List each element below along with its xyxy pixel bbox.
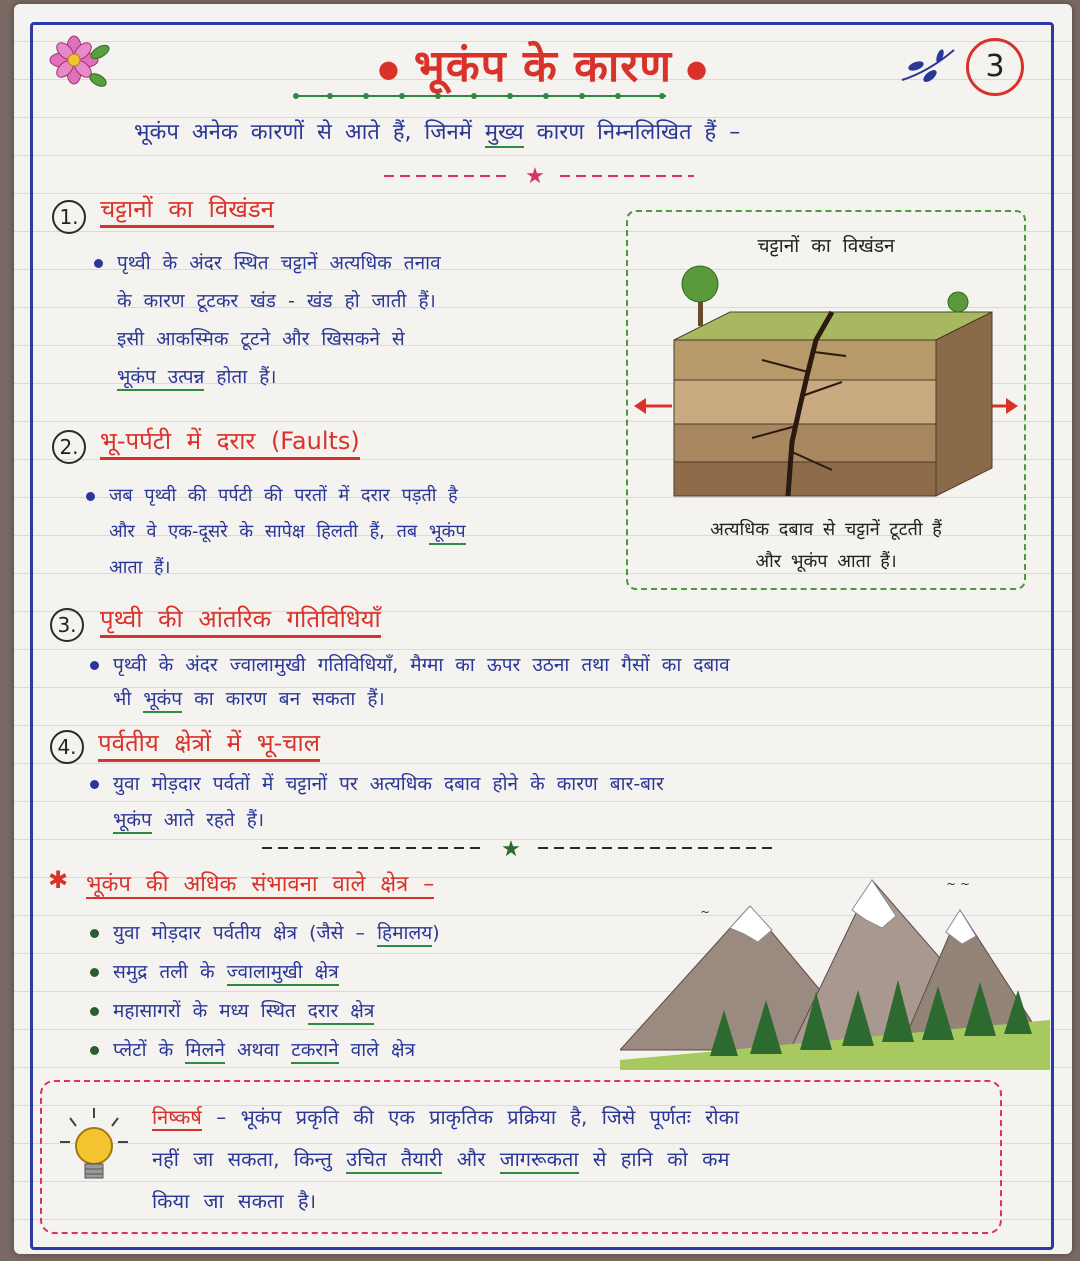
conclusion-text: निष्कर्ष – भूकंप प्रकृति की एक प्राकृतिक प्रक्रिया है, जिसे पूर्णतः रोका नहीं जा सकता, किन्तु उचित तैयारी और जागरूकता से हानि को कम किया जा सकता है। — [152, 1105, 740, 1213]
bullet-icon — [90, 1046, 99, 1055]
svg-text:★: ★ — [501, 837, 521, 860]
zones-heading: भूकंप की अधिक संभावना वाले क्षेत्र – — [86, 872, 435, 897]
page-title: ● भूकंप के कारण ● — [377, 41, 709, 92]
section-1-number: 1. — [52, 200, 86, 234]
diagram-caption: अत्यधिक दबाव से चट्टानें टूटती हैं और भूकंप आता हैं। — [710, 519, 942, 572]
zone-item: महासागरों के मध्य स्थित दरार क्षेत्र — [90, 992, 650, 1031]
section-3-body: पृथ्वी के अंदर ज्वालामुखी गतिविधियाँ, मैग्मा का ऊपर उठना तथा गैसों का दबाव भी भूकंप का कारण बन सकता हैं। — [90, 648, 1030, 716]
zone-item: समुद्र तली के ज्वालामुखी क्षेत्र — [90, 953, 650, 992]
section-4-number: 4. — [50, 730, 84, 764]
svg-text:~ ~: ~ ~ — [946, 877, 970, 891]
section-1-body: पृथ्वी के अंदर स्थित चट्टानें अत्यधिक तनाव के कारण टूटकर खंड - खंड हो जाती हैं। इसी आकस्मिक टूटने और खिसकने से भूकंप उत्पन्न होता हैं। — [94, 244, 614, 396]
intro-text: भूकंप अनेक कारणों से आते हैं, जिनमें मुख्य कारण निम्नलिखित हैं – — [134, 116, 740, 146]
bullet-icon — [90, 929, 99, 938]
notebook-page — [14, 4, 1072, 1254]
diagram-title: चट्टानों का विखंडन — [757, 235, 895, 257]
bullet-icon — [90, 780, 99, 789]
section-4-body: युवा मोड़दार पर्वतों में चट्टानों पर अत्यधिक दबाव होने के कारण बार-बार भूकंप आते रहते हैं। — [90, 766, 1030, 838]
zone-item: प्लेटों के मिलने अथवा टकराने वाले क्षेत्र — [90, 1031, 650, 1070]
title-underline — [290, 90, 670, 102]
mountains-illustration — [620, 870, 1050, 1070]
conclusion-box — [40, 1080, 1002, 1234]
zones-list — [90, 914, 650, 1070]
conclusion-label: निष्कर्ष — [152, 1105, 202, 1129]
zone-item: युवा मोड़दार पर्वतीय क्षेत्र (जैसे – हिमालय) — [90, 914, 650, 953]
bullet-icon — [86, 492, 95, 501]
section-2-body: जब पृथ्वी की पर्पटी की परतों में दरार पड़ती है और वे एक-दूसरे के सापेक्ष हिलती हैं, तब भूकंप आता हैं। — [86, 478, 626, 586]
fault-diagram — [626, 210, 1026, 590]
section-2-number: 2. — [52, 430, 86, 464]
leaf-branch-icon — [898, 44, 958, 88]
section-3-heading: पृथ्वी की आंतरिक गतिविधियाँ — [100, 605, 381, 638]
bullet-icon — [90, 661, 99, 670]
svg-text:~: ~ — [700, 905, 711, 919]
section-3-number: 3. — [50, 608, 84, 642]
bullet-icon — [94, 259, 103, 268]
svg-text:★: ★ — [525, 166, 545, 186]
bullet-icon — [90, 968, 99, 977]
section-2-heading: भू-पर्पटी में दरार (Faults) — [100, 427, 360, 460]
lightbulb-icon — [56, 1106, 132, 1196]
rock-block-illustration — [632, 256, 1020, 506]
section-1-heading: चट्टानों का विखंडन — [100, 195, 274, 228]
section-4-heading: पर्वतीय क्षेत्रों में भू-चाल — [98, 729, 320, 762]
asterisk-icon: ✱ — [48, 866, 69, 894]
bullet-icon — [90, 1007, 99, 1016]
section-divider — [258, 836, 778, 860]
page-number: 3 — [966, 38, 1024, 96]
intro-divider — [380, 166, 700, 186]
